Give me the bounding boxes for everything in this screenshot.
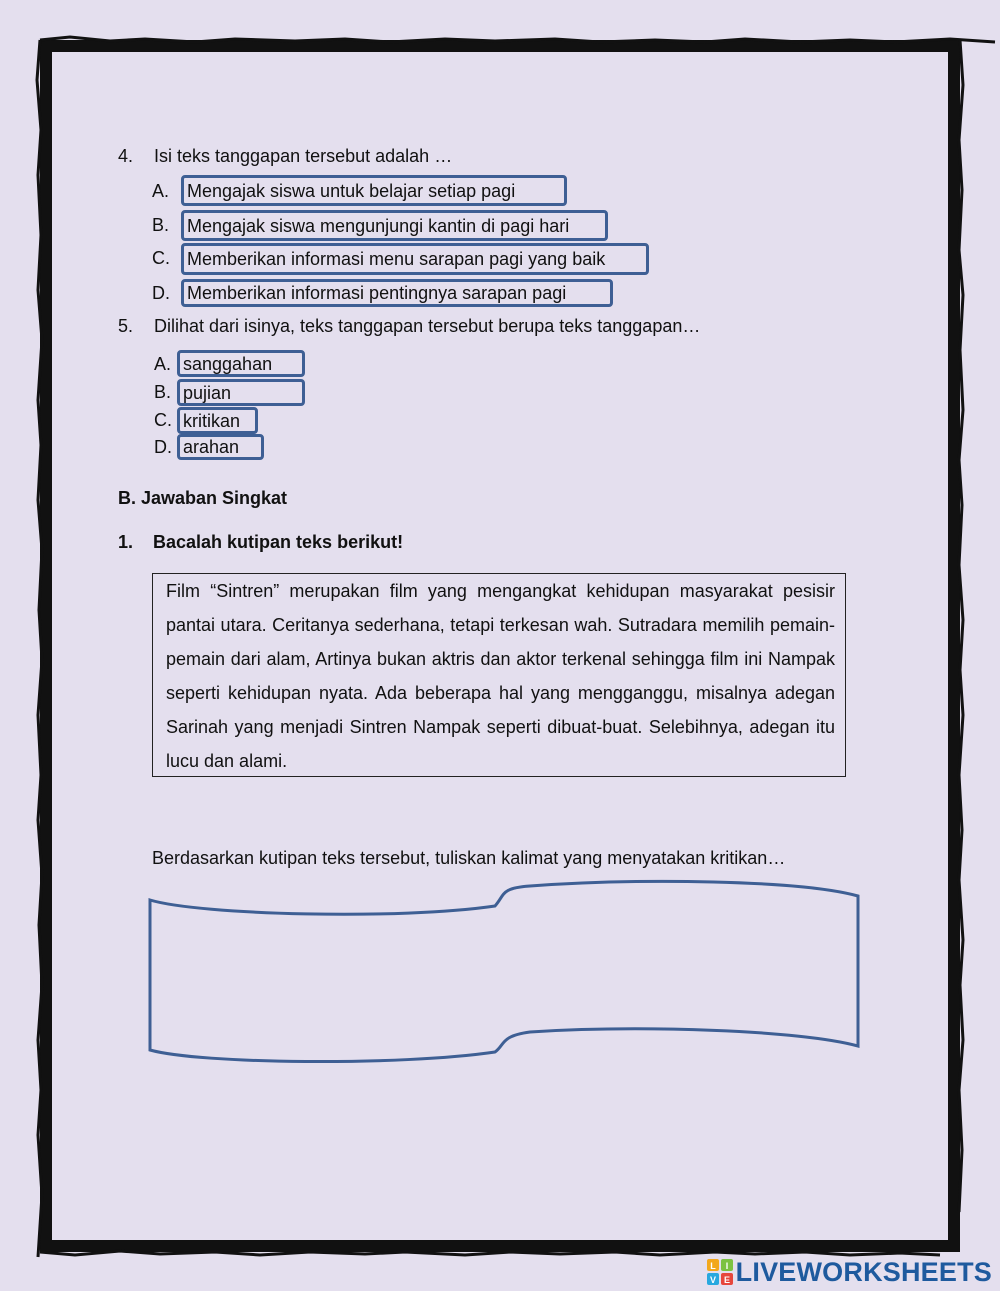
q4-option-a-letter: A. [152, 181, 170, 201]
question-5-text: Dilihat dari isinya, teks tanggapan tersebut berupa teks tanggapan… [154, 316, 701, 336]
section-b-heading: B. Jawaban Singkat [118, 488, 288, 508]
svg-text:V: V [709, 1275, 716, 1285]
q4-option-b-letter: B. [152, 215, 170, 235]
liveworksheets-brand [707, 1258, 992, 1286]
q4-option-a[interactable]: Mengajak siswa untuk belajar setiap pagi [181, 175, 567, 206]
q5-option-b-letter: B. [154, 382, 172, 402]
q4-option-d[interactable]: Memberikan informasi pentingnya sarapan pagi [181, 279, 613, 307]
q4-option-c[interactable]: Memberikan informasi menu sarapan pagi yang baik [181, 243, 649, 275]
answer-input[interactable] [160, 918, 854, 1042]
q4-option-b[interactable]: Mengajak siswa mengunjungi kantin di pagi hari [181, 210, 608, 241]
svg-text:I: I [725, 1261, 728, 1271]
question-4-number: 4. [118, 146, 134, 166]
q5-option-b[interactable]: pujian [177, 379, 305, 406]
liveworksheets-logo-icon [707, 1259, 733, 1285]
q5-option-d[interactable]: arahan [177, 434, 264, 460]
q5-option-c[interactable]: kritikan [177, 407, 258, 434]
section-b-question-1-text: Bacalah kutipan teks berikut! [153, 532, 404, 552]
liveworksheets-text: LIVEWORKSHEETS [735, 1257, 992, 1287]
q4-option-d-letter: D. [152, 283, 170, 303]
q5-option-a-letter: A. [154, 354, 172, 374]
question-5-number: 5. [118, 316, 134, 336]
section-b-question-1-number: 1. [118, 532, 134, 552]
q5-option-a[interactable]: sanggahan [177, 350, 305, 377]
q5-option-d-letter: D. [154, 437, 172, 457]
q4-option-c-letter: C. [152, 248, 170, 268]
passage-text: Film “Sintren” merupakan film yang mengangkat kehidupan masyarakat pesisir pantai utara. Ceritanya sederhana, tetapi terkesan wah. Sutradara memilih pemain-pemain dari alam, Artinya bukan aktris dan aktor terkenal sehingga film ini Nampak seperti kehidupan nyata. Ada beberapa hal yang mengganggu, misalnya adegan Sarinah yang menjadi Sintren Nampak seperti dibuat-buat. Selebihnya, adegan itu lucu dan alami. [166, 581, 835, 771]
svg-text:L: L [709, 1261, 716, 1271]
svg-text:E: E [723, 1275, 730, 1285]
answer-prompt: Berdasarkan kutipan teks tersebut, tuliskan kalimat yang menyatakan kritikan… [152, 848, 786, 868]
q5-option-c-letter: C. [154, 410, 172, 430]
question-4-text: Isi teks tanggapan tersebut adalah … [154, 146, 453, 166]
